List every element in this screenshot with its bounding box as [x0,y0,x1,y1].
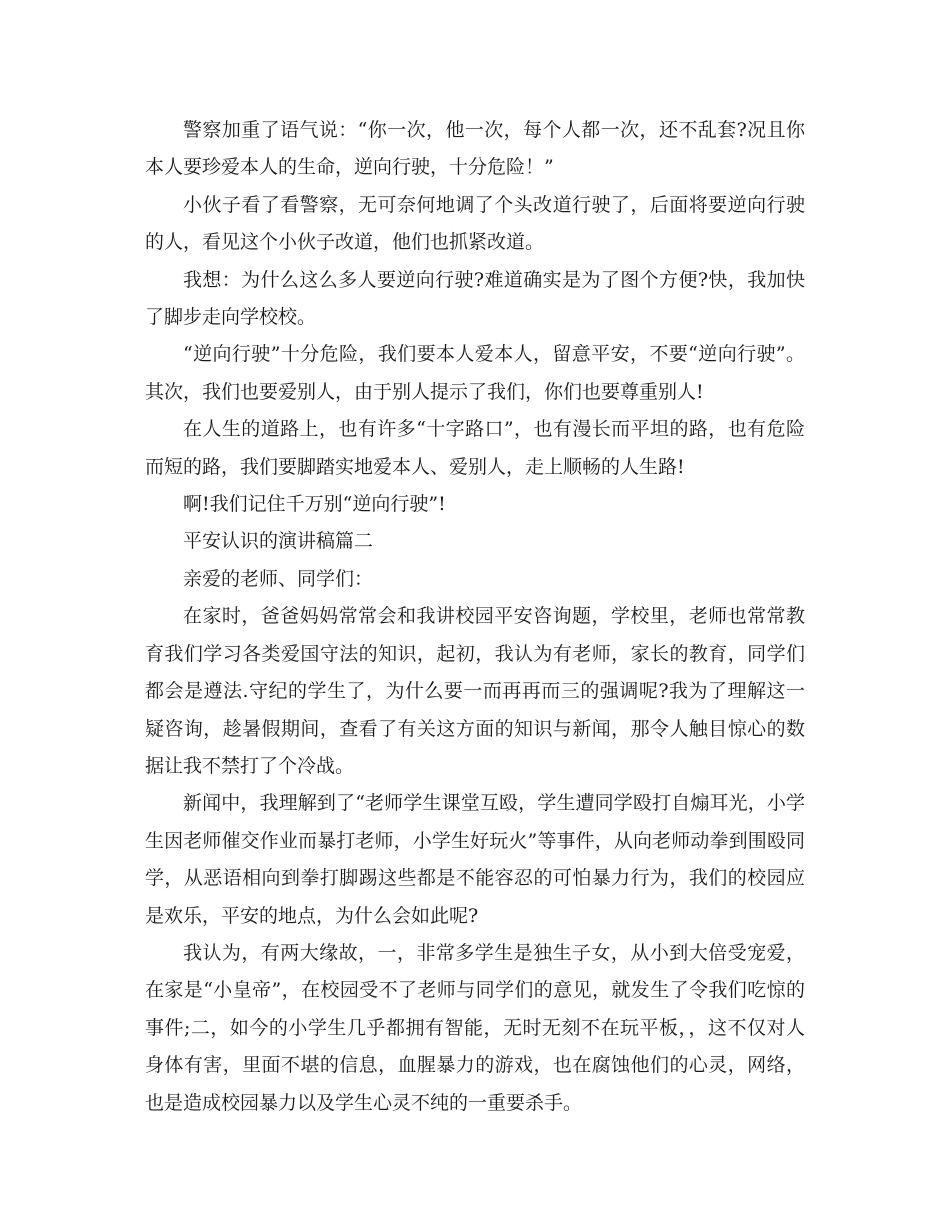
paragraph: 我想：为什么这么多人要逆向行驶?难道确实是为了图个方便?快，我加快了脚步走向学校校。 [145,268,805,329]
paragraph: “逆向行驶”十分危险，我们要本人爱本人，留意平安，不要“逆向行驶”。其次，我们也要爱别人，由于别人提示了我们，你们也要尊重别人! [145,343,805,403]
paragraph: 啊!我们记住千万别“逆向行驶”! [183,493,446,516]
paragraph: 新闻中，我理解到了“老师学生课堂互殴，学生遭同学殴打自煽耳光，小学生因老师催交作业而暴打老师，小学生好玩火”等事件，从向老师动拳到围殴同学，从恶语相向到拳打脚踢这些都是不能容忍的可怕暴力行为，我们的校园应是欢乐，平安的地点，为什么会如此呢? [145,792,805,927]
salutation: 亲爱的老师、同学们： [183,567,374,590]
paragraph: 在家时，爸爸妈妈常常会和我讲校园平安咨询题，学校里，老师也常常教育我们学习各类爱国守法的知识，起初，我认为有老师，家长的教育，同学们都会是遵法.守纪的学生了，为什么要一而再再而三的强调呢?我为了理解这一疑咨询，趁暑假期间，查看了有关这方面的知识与新闻，那令人触目惊心的数据让我不禁打了个冷战。 [145,605,805,777]
paragraph: 在人生的道路上，也有许多“十字路口”，也有漫长而平坦的路，也有危险而短的路，我们要脚踏实地爱本人、爱别人，走上顺畅的人生路! [145,418,805,478]
document-body [145,112,805,1122]
paragraph: 小伙子看了看警察，无可奈何地调了个头改道行驶了，后面将要逆向行驶的人，看见这个小伙子改道，他们也抓紧改道。 [145,193,805,254]
paragraph: 警察加重了语气说：“你一次，他一次，每个人都一次，还不乱套?况且你本人要珍爱本人的生命，逆向行驶，十分危险！” [145,119,805,179]
paragraph: 我认为，有两大缘故，一，非常多学生是独生子女，从小到大倍受宠爱，在家是“小皇帝”，在校园受不了老师与同学们的意见，就发生了令我们吃惊的事件;二，如今的小学生几乎都拥有智能，无时无刻不在玩平板，，这不仅对人身体有害，里面不堪的信息，血腥暴力的游戏，也在腐蚀他们的心灵，网络，也是造成校园暴力以及学生心灵不纯的一重要杀手。 [145,941,805,1114]
section-heading: 平安认识的演讲稿篇二 [183,530,374,553]
